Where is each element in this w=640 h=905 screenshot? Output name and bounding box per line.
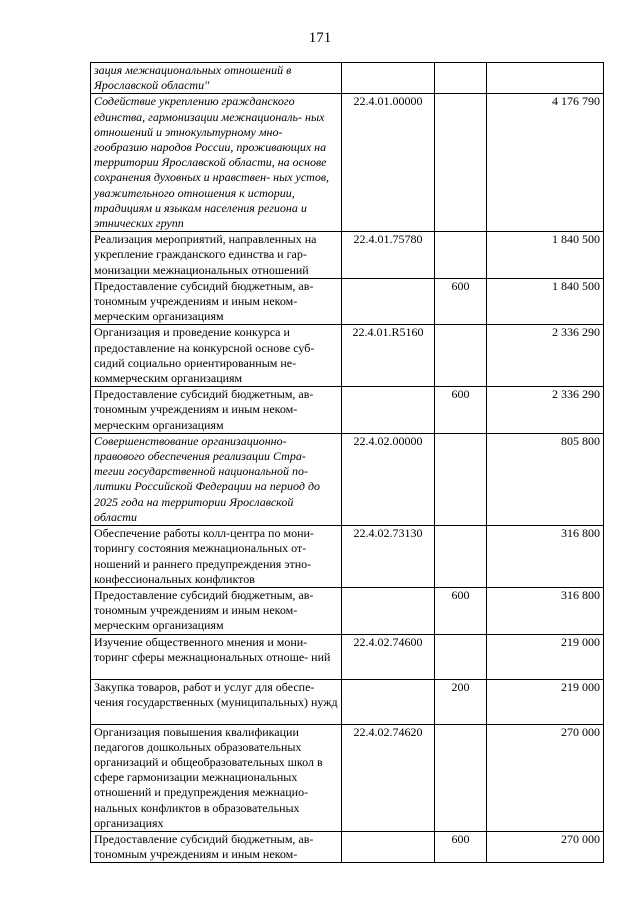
row-code-cell (342, 433, 435, 525)
row-code-cell (342, 634, 435, 679)
row-amount-cell (487, 232, 604, 279)
row-code-cell (342, 278, 435, 325)
budget-table (90, 62, 604, 863)
row-name-cell (91, 526, 342, 588)
row-amount-cell (487, 526, 604, 588)
table-row (91, 94, 604, 232)
row-name-cell-text: Предоставление субсидий бюджетным, ав- тономным учреждениям и иным неком- мерческим организациям (94, 278, 314, 324)
row-code-cell (342, 387, 435, 434)
table-row (91, 63, 604, 94)
row-code-cell (342, 679, 435, 724)
row-code-cell-text: 22.4.02.00000 (353, 433, 423, 448)
row-name-cell (91, 232, 342, 279)
row-expense-type-cell (435, 587, 487, 634)
table-row (91, 724, 604, 831)
row-name-cell (91, 278, 342, 325)
table-row (91, 634, 604, 679)
budget-table-body (91, 63, 604, 863)
table-row (91, 387, 604, 434)
row-name-cell (91, 325, 342, 387)
page-number: 171 (308, 30, 332, 46)
row-code-cell-text: 22.4.02.74600 (353, 634, 423, 649)
table-row (91, 325, 604, 387)
row-amount-cell (487, 587, 604, 634)
row-expense-type-cell (435, 325, 487, 387)
row-expense-type-cell (435, 634, 487, 679)
row-expense-type-cell (435, 433, 487, 525)
row-name-cell-text: Предоставление субсидий бюджетным, ав- тономным учреждениям и иным неком- мерческим организациям (94, 587, 314, 633)
row-name-cell-text: Организация повышения квалификации педагогов дошкольных образовательных организаций и общеобразовательных школ в сфере гармонизации межнациональных отношений и предупреждения межнацио- нальных конфликтов в образовательных организациях (94, 724, 323, 830)
row-amount-cell (487, 679, 604, 724)
row-code-cell (342, 724, 435, 831)
row-amount-cell-text: 2 336 290 (552, 387, 600, 402)
row-amount-cell-text: 1 840 500 (552, 232, 600, 247)
row-name-cell-text: Обеспечение работы колл-центра по мони- торингу состояния межнациональных от- ношений и раннего предупреждения этно- конфессиональных конфликтов (94, 526, 314, 586)
row-amount-cell (487, 63, 604, 94)
row-expense-type-cell (435, 724, 487, 831)
row-amount-cell-text: 805 800 (561, 433, 600, 448)
row-code-cell (342, 325, 435, 387)
row-expense-type-cell-text: 600 (451, 587, 470, 602)
row-amount-cell (487, 94, 604, 232)
row-amount-cell (487, 387, 604, 434)
table-row (91, 526, 604, 588)
row-name-cell-text: зация межнациональных отношений в Ярославской области" (94, 63, 292, 93)
row-name-cell (91, 387, 342, 434)
row-amount-cell-text: 316 800 (561, 587, 600, 602)
row-code-cell-text: 22.4.01.00000 (353, 94, 423, 109)
row-amount-cell-text: 270 000 (561, 724, 600, 739)
row-name-cell-text: Организация и проведение конкурса и предоставление на конкурсной основе суб- сидий социально ориентированным не- коммерческим организациям (94, 325, 315, 386)
row-name-cell-text: Совершенствование организационно- правового обеспечения реализации Стра- тегии государственной национальной по- литики Российской Федерации на период до 2025 года на территории Ярославской области (94, 433, 321, 524)
row-name-cell-text: Изучение общественного мнения и мони- торинг сферы межнациональных отноше- ний (94, 634, 331, 664)
row-expense-type-cell (435, 387, 487, 434)
row-amount-cell (487, 278, 604, 325)
row-amount-cell (487, 634, 604, 679)
row-code-cell (342, 63, 435, 94)
row-expense-type-cell-text: 200 (451, 679, 470, 694)
row-amount-cell-text: 219 000 (561, 679, 600, 694)
row-amount-cell-text: 316 800 (561, 526, 600, 541)
table-row (91, 232, 604, 279)
row-name-cell (91, 433, 342, 525)
row-amount-cell-text: 2 336 290 (552, 325, 600, 340)
row-code-cell-text: 22.4.02.74620 (353, 724, 423, 739)
row-name-cell (91, 63, 342, 94)
row-name-cell (91, 831, 342, 862)
row-amount-cell (487, 724, 604, 831)
row-code-cell (342, 831, 435, 862)
table-row (91, 831, 604, 862)
row-amount-cell (487, 831, 604, 862)
row-code-cell-text: 22.4.02.73130 (353, 526, 423, 541)
row-expense-type-cell (435, 63, 487, 94)
row-name-cell-text: Предоставление субсидий бюджетным, ав- тономным учреждениям и иным неком- (94, 831, 314, 862)
row-code-cell (342, 94, 435, 232)
row-expense-type-cell (435, 526, 487, 588)
table-row (91, 433, 604, 525)
row-name-cell (91, 587, 342, 634)
row-code-cell (342, 526, 435, 588)
row-code-cell (342, 587, 435, 634)
row-name-cell (91, 634, 342, 679)
row-code-cell-text: 22.4.01.R5160 (352, 325, 424, 340)
row-name-cell (91, 724, 342, 831)
row-expense-type-cell (435, 94, 487, 232)
table-row (91, 278, 604, 325)
row-name-cell-text: Закупка товаров, работ и услуг для обеспе- чения государственных (муниципальных) нужд (94, 679, 338, 709)
row-name-cell (91, 679, 342, 724)
row-amount-cell (487, 433, 604, 525)
row-amount-cell-text: 4 176 790 (552, 94, 600, 109)
row-amount-cell-text: 219 000 (561, 634, 600, 649)
row-code-cell-text: 22.4.01.75780 (353, 232, 423, 247)
row-amount-cell-text: 270 000 (561, 831, 600, 846)
row-expense-type-cell-text: 600 (451, 278, 470, 293)
row-code-cell (342, 232, 435, 279)
row-name-cell (91, 94, 342, 232)
row-name-cell-text: Содействие укреплению гражданского единства, гармонизации межнациональ- ных отношений и этнокультурному мно- гообразию народов России, проживающих на территории Ярославской области, на основе сохранения духовных и нравствен- ных устов, уважительного отношения к истории, традициям и языкам населения региона и этнических групп (94, 94, 330, 231)
row-expense-type-cell (435, 232, 487, 279)
table-row (91, 587, 604, 634)
row-expense-type-cell (435, 679, 487, 724)
row-expense-type-cell (435, 831, 487, 862)
row-expense-type-cell-text: 600 (451, 387, 470, 402)
row-amount-cell-text: 1 840 500 (552, 278, 600, 293)
row-name-cell-text: Реализация мероприятий, направленных на укрепление гражданского единства и гар- монизации межнациональных отношений (94, 232, 317, 277)
row-amount-cell (487, 325, 604, 387)
row-name-cell-text: Предоставление субсидий бюджетным, ав- тономным учреждениям и иным неком- мерческим организациям (94, 387, 314, 432)
row-expense-type-cell-text: 600 (451, 831, 470, 846)
row-expense-type-cell (435, 278, 487, 325)
table-row (91, 679, 604, 724)
